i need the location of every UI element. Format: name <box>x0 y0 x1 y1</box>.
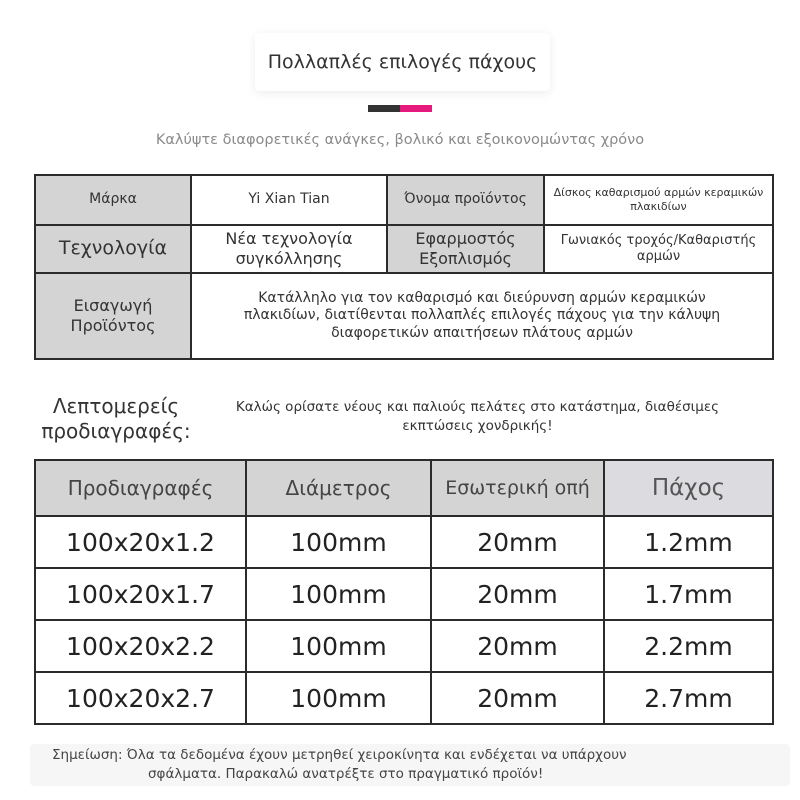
info-row-introduction <box>35 273 773 359</box>
spec-cell: 100x20x1.7 <box>35 568 246 620</box>
disclaimer-line-2: σφάλματα. Παρακαλώ ανατρέξτε στο πραγματικό προϊόν! <box>148 766 544 782</box>
info-row-technology <box>35 225 773 273</box>
page-title-text: Πολλαπλές επιλογές πάχους <box>267 51 538 73</box>
details-heading: Λεπτομερείς προδιαγραφές: <box>41 394 191 443</box>
equipment-label: Εφαρμοστός Εξοπλισμός <box>387 225 544 273</box>
thickness-cell: 1.7mm <box>604 568 773 620</box>
technology-label: Τεχνολογία <box>35 225 191 273</box>
product-info-table <box>34 174 774 360</box>
brand-label: Μάρκα <box>35 175 191 225</box>
diameter-cell: 100mm <box>246 516 431 568</box>
product-name-label: Όνομα προϊόντος <box>387 175 544 225</box>
introduction-value: Κατάλληλο για τον καθαρισμό και διεύρυνση αρμών κεραμικών πλακιδίων, διατίθενται πολλαπλές επιλογές πάχους για την κάλυψη διαφορετικών απαιτήσεων πλάτους αρμών <box>191 273 773 359</box>
title-accent-bar-pink <box>400 105 432 112</box>
table-row <box>35 620 773 672</box>
inner-hole-cell: 20mm <box>431 516 604 568</box>
introduction-label: Εισαγωγή Προϊόντος <box>35 273 191 359</box>
spec-cell: 100x20x2.7 <box>35 672 246 724</box>
inner-hole-cell: 20mm <box>431 620 604 672</box>
welcome-message: Καλώς ορίσατε νέους και παλιούς πελάτες στο κατάστημα, διαθέσιμες εκπτώσεις χονδρικής! <box>235 399 720 434</box>
spec-cell: 100x20x2.2 <box>35 620 246 672</box>
spec-header-inner-hole: Εσωτερική οπή <box>431 460 604 516</box>
diameter-cell: 100mm <box>246 620 431 672</box>
spec-header-specification: Προδιαγραφές <box>35 460 246 516</box>
spec-header-row <box>35 460 773 516</box>
thickness-cell: 2.2mm <box>604 620 773 672</box>
spec-cell: 100x20x1.2 <box>35 516 246 568</box>
disclaimer-note <box>30 744 790 786</box>
technology-value: Νέα τεχνολογία συγκόλλησης <box>191 225 387 273</box>
spec-table <box>34 459 774 725</box>
spec-header-thickness: Πάχος <box>604 460 773 516</box>
table-row <box>35 672 773 724</box>
thickness-cell: 2.7mm <box>604 672 773 724</box>
equipment-value: Γωνιακός τροχός/Καθαριστής αρμών <box>544 225 773 273</box>
page-subtitle: Καλύψτε διαφορετικές ανάγκες, βολικό και εξοικονομώντας χρόνο <box>155 132 645 148</box>
brand-value: Yi Xian Tian <box>191 175 387 225</box>
disclaimer-line-1: Σημείωση: Όλα τα δεδομένα έχουν μετρηθεί χειροκίνητα και ενδέχεται να υπάρχουν <box>52 747 627 763</box>
spec-header-diameter: Διάμετρος <box>246 460 431 516</box>
diameter-cell: 100mm <box>246 568 431 620</box>
inner-hole-cell: 20mm <box>431 568 604 620</box>
table-row <box>35 516 773 568</box>
table-row <box>35 568 773 620</box>
diameter-cell: 100mm <box>246 672 431 724</box>
info-row-brand <box>35 175 773 225</box>
page-title <box>255 33 550 91</box>
title-accent-bar-dark <box>368 105 400 112</box>
product-name-value: Δίσκος καθαρισμού αρμών κεραμικών πλακιδίων <box>544 175 773 225</box>
thickness-cell: 1.2mm <box>604 516 773 568</box>
inner-hole-cell: 20mm <box>431 672 604 724</box>
